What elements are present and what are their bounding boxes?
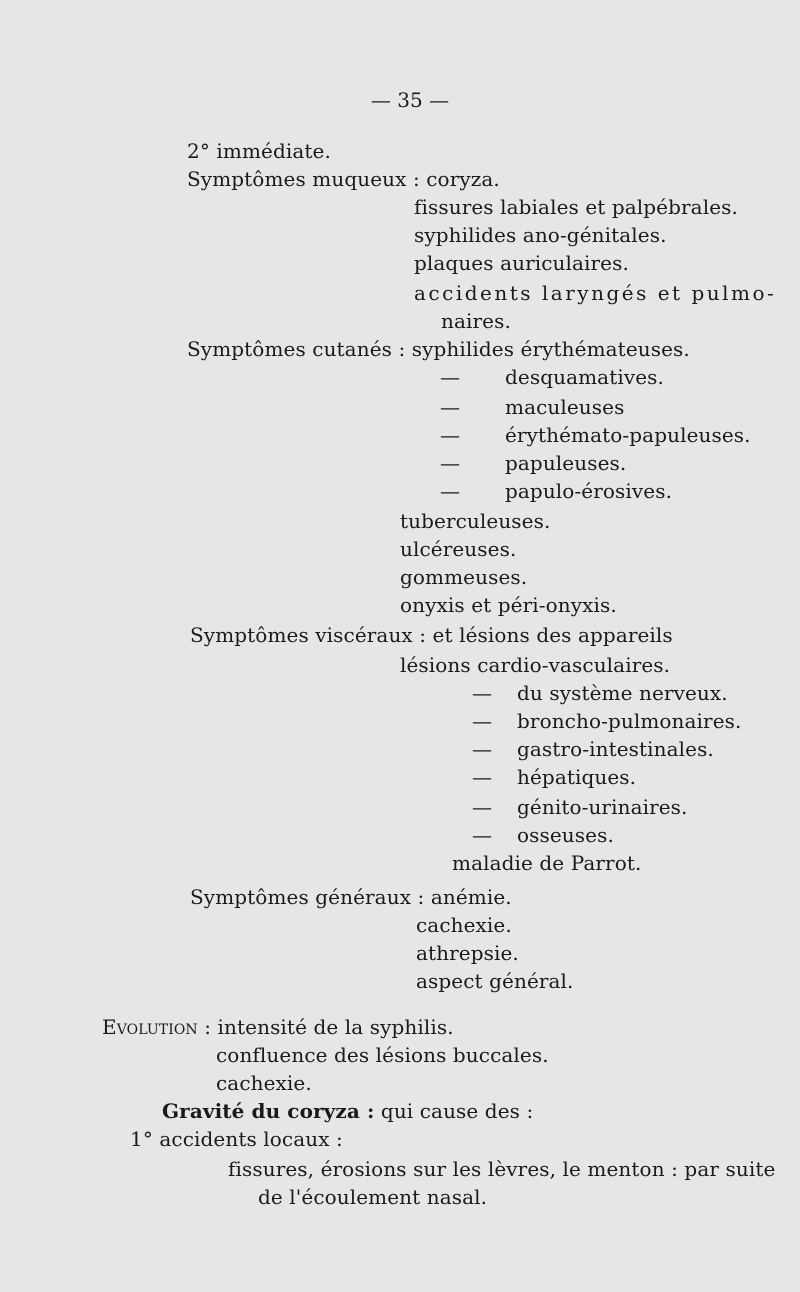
text-line-accidents-laryngés: accidents laryngés et pulmo- bbox=[414, 281, 777, 305]
dash-gastro-intestinales: — bbox=[472, 737, 493, 761]
text-line-gommeuses: gommeuses. bbox=[400, 565, 528, 589]
gravite-text: qui cause des : bbox=[374, 1099, 534, 1123]
text-line-accidents-locaux: 1° accidents locaux : bbox=[130, 1127, 343, 1151]
text-line-papulo-erosives: papulo-érosives. bbox=[505, 479, 673, 503]
text-line-broncho-pulmonaires: broncho-pulmonaires. bbox=[517, 709, 742, 733]
text-line-aspect-general: aspect général. bbox=[416, 969, 574, 993]
text-line-naires: naires. bbox=[441, 309, 511, 333]
evolution-text: : intensité de la syphilis. bbox=[197, 1015, 454, 1039]
page-number: — 35 — bbox=[370, 88, 450, 112]
dash-papuleuses: — bbox=[440, 451, 461, 475]
evolution-heading: Evolution bbox=[102, 1015, 198, 1039]
text-line-maculeuses: maculeuses bbox=[505, 395, 625, 419]
gravite-heading: Gravité du coryza : bbox=[162, 1099, 375, 1123]
dash-papulo-erosives: — bbox=[440, 479, 461, 503]
dash-osseuses: — bbox=[472, 823, 493, 847]
text-line-desquamatives: desquamatives. bbox=[505, 365, 664, 389]
text-line-gravite-du-coryza bbox=[162, 1098, 533, 1124]
text-line-papuleuses: papuleuses. bbox=[505, 451, 627, 475]
text-line-fissures-labiales: fissures labiales et palpébrales. bbox=[414, 195, 738, 219]
text-line-ecoulement-nasal: de l'écoulement nasal. bbox=[258, 1185, 488, 1209]
text-line-genito-urinaires: génito-urinaires. bbox=[517, 795, 688, 819]
text-line-osseuses: osseuses. bbox=[517, 823, 614, 847]
text-line-ulcereuses: ulcéreuses. bbox=[400, 537, 517, 561]
text-line-confluence: confluence des lésions buccales. bbox=[216, 1043, 549, 1067]
text-line-athrepsie: athrepsie. bbox=[416, 941, 519, 965]
text-line-hepatiques: hépatiques. bbox=[517, 765, 637, 789]
text-line-evolution bbox=[102, 1014, 454, 1040]
dash-desquamatives: — bbox=[440, 365, 461, 389]
text-line-cachexie-2: cachexie. bbox=[216, 1071, 312, 1095]
dash-systeme-nerveux: — bbox=[472, 681, 493, 705]
text-line-symptomes-visceraux: Symptômes viscéraux : et lésions des appareils bbox=[190, 623, 673, 647]
text-line-symptomes-cutanes: Symptômes cutanés : syphilides érythémateuses. bbox=[187, 337, 690, 361]
text-line-erythemato-papuleuses: érythémato-papuleuses. bbox=[505, 423, 751, 447]
text-line-systeme-nerveux: du système nerveux. bbox=[517, 681, 728, 705]
text-line-plaques-auriculaires: plaques auriculaires. bbox=[414, 251, 629, 275]
text-line-onyxis: onyxis et péri-onyxis. bbox=[400, 593, 617, 617]
text-line-gastro-intestinales: gastro-intestinales. bbox=[517, 737, 714, 761]
dash-broncho-pulmonaires: — bbox=[472, 709, 493, 733]
text-line-syphilides-ano-genitales: syphilides ano-génitales. bbox=[414, 223, 667, 247]
dash-hepatiques: — bbox=[472, 765, 493, 789]
text-line-symptomes-generaux: Symptômes généraux : anémie. bbox=[190, 885, 512, 909]
text-line-immediate: 2° immédiate. bbox=[187, 139, 331, 163]
text-line-cardio-vasculaires: lésions cardio-vasculaires. bbox=[400, 653, 671, 677]
text-line-symptomes-muqueux: Symptômes muqueux : coryza. bbox=[187, 167, 500, 191]
dash-maculeuses: — bbox=[440, 395, 461, 419]
text-line-cachexie-1: cachexie. bbox=[416, 913, 512, 937]
dash-genito-urinaires: — bbox=[472, 795, 493, 819]
text-line-fissures-erosions: fissures, érosions sur les lèvres, le menton : par suite bbox=[228, 1157, 776, 1181]
text-line-maladie-de-parrot: maladie de Parrot. bbox=[452, 851, 642, 875]
text-line-tuberculeuses: tuberculeuses. bbox=[400, 509, 551, 533]
dash-erythemato-papuleuses: — bbox=[440, 423, 461, 447]
